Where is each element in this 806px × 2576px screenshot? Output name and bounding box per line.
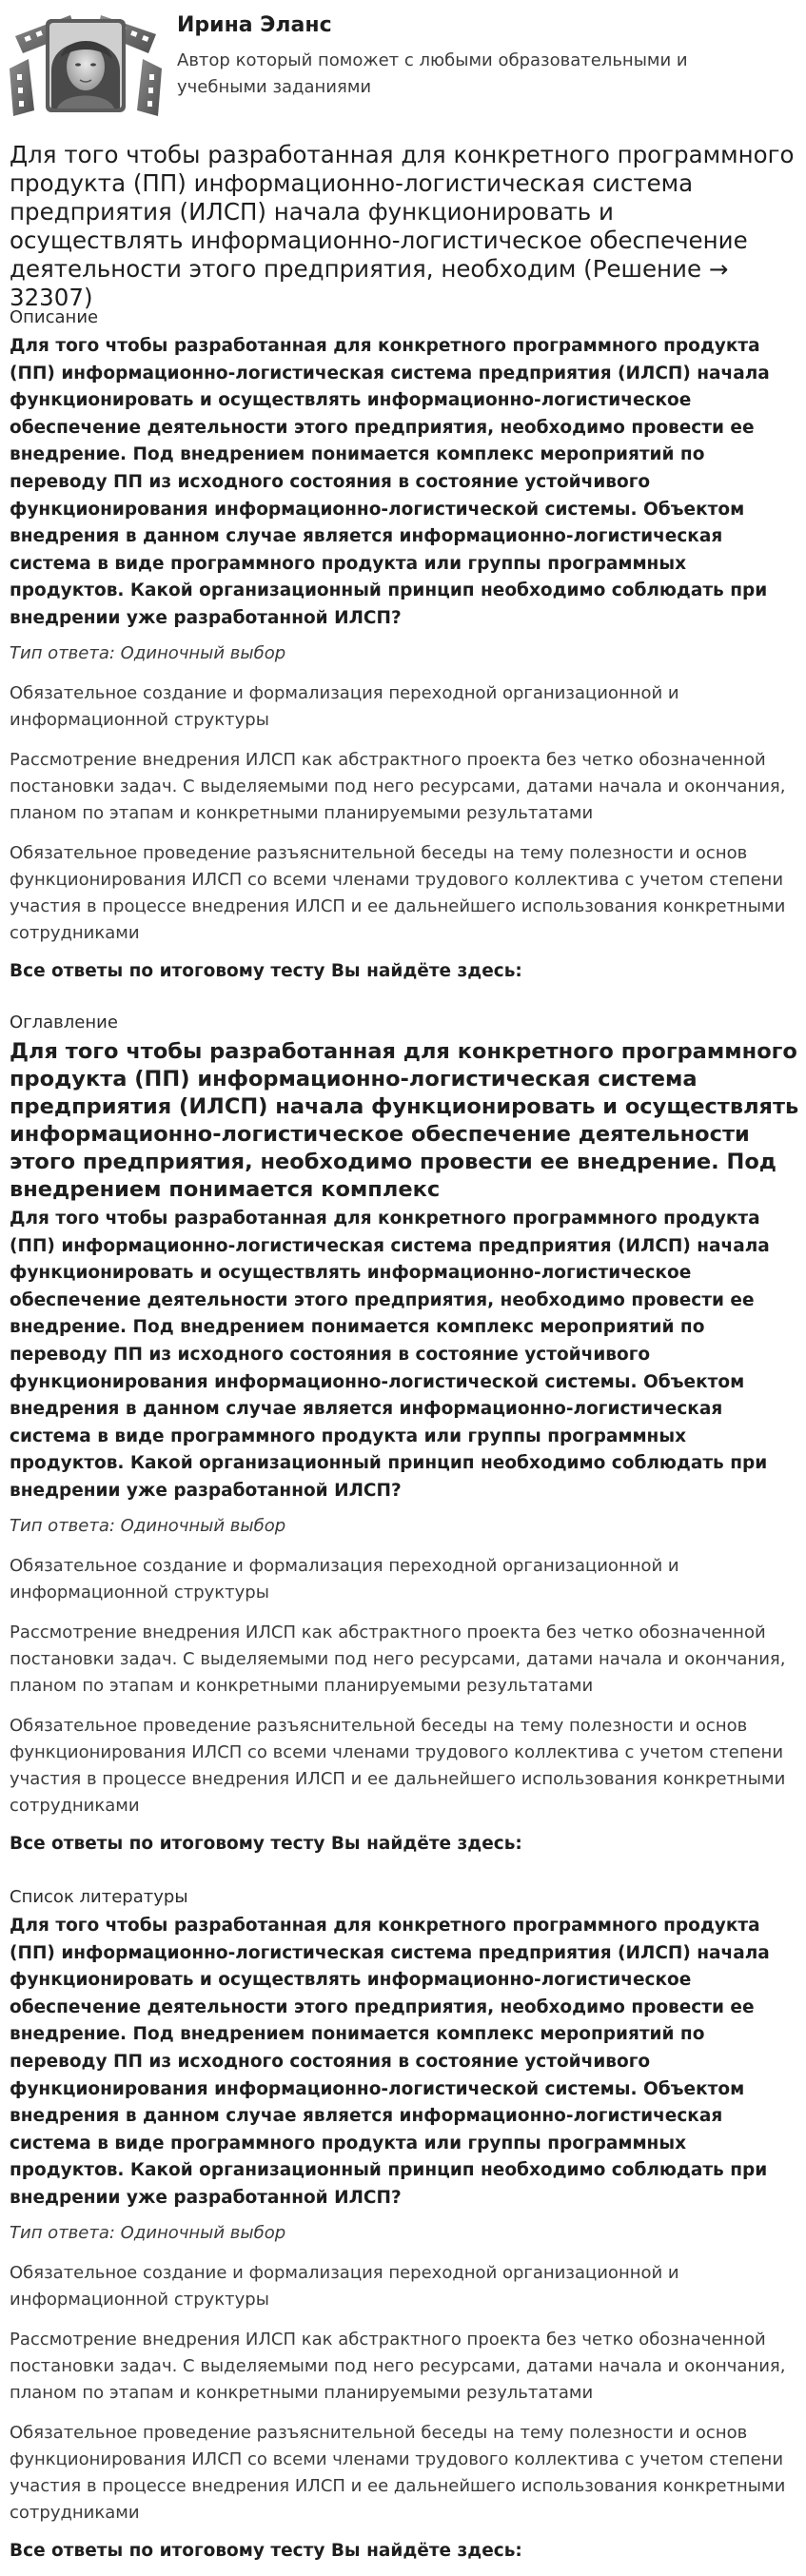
toc-heading: Для того чтобы разработанная для конкретного программного продукта (ПП) информационно-логистическая система предприятия (ИЛСП) начала функционировать и осуществлять информационно-логистическое обеспечение деятельности этого предприятия, необходимо провести ее внедрение. Под внедрением понимается комплекс <box>10 1039 799 1202</box>
references-label: Список литературы <box>10 1887 188 1907</box>
page-title: Для того чтобы разработанная для конкретного программного продукта (ПП) информационно-логистическая система предприятия (ИЛСП) начала функционировать и осуществлять информационно-логистическое обеспечение деятельности этого предприятия, необходим (Решение → 32307) <box>10 141 795 311</box>
toc-section <box>10 1012 799 1856</box>
answer-option: Обязательное создание и формализация переходной организационной и информационной структуры <box>10 682 679 730</box>
answer-option: Обязательное создание и формализация переходной организационной и информационной структуры <box>10 2262 679 2310</box>
question-text: Для того чтобы разработанная для конкретного программного продукта (ПП) информационно-логистическая система предприятия (ИЛСП) начала функционировать и осуществлять информационно-логистическое обеспечение деятельности этого предприятия, необходимо провести ее внедрение. Под внедрением понимается комплекс мероприятий по переводу ПП из исходного состояния в состояние устойчивого функционирования информационно-логистической системы. Объектом внедрения в данном случае является информационно-логистическая система в виде программного продукта или группы программных продуктов. Какой организационный принцип необходимо соблюдать при внедрении уже разработанной ИЛСП? <box>10 336 770 628</box>
all-answers-link[interactable]: Все ответы по итоговому тесту Вы найдёте здесь: <box>10 1833 522 1854</box>
answer-option: Обязательное проведение разъяснительной беседы на тему полезности и основ функционирования ИЛСП со всеми членами трудового коллектива с учетом степени участия в процессе внедрения ИЛСП и ее дальнейшего использования конкретными сотрудниками <box>10 842 786 943</box>
author-description: Автор который поможет с любыми образовательными и учебными заданиями <box>177 50 688 97</box>
description-label: Описание <box>10 307 99 327</box>
answer-option: Рассмотрение внедрения ИЛСП как абстрактного проекта без четко обозначенной постановки задач. С выделяемыми под него ресурсами, датами начала и окончания, планом по этапам и конкретными планируемыми результатами <box>10 1622 786 1696</box>
references-section <box>10 1886 799 2563</box>
answer-option: Обязательное проведение разъяснительной беседы на тему полезности и основ функционирования ИЛСП со всеми членами трудового коллектива с учетом степени участия в процессе внедрения ИЛСП и ее дальнейшего использования конкретными сотрудниками <box>10 1715 786 1816</box>
answer-type: Тип ответа: Одиночный выбор <box>10 2222 286 2243</box>
answer-type: Тип ответа: Одиночный выбор <box>10 1515 286 1536</box>
all-answers-link[interactable]: Все ответы по итоговому тесту Вы найдёте здесь: <box>10 960 522 981</box>
answer-option: Рассмотрение внедрения ИЛСП как абстрактного проекта без четко обозначенной постановки задач. С выделяемыми под него ресурсами, датами начала и окончания, планом по этапам и конкретными планируемыми результатами <box>10 749 786 823</box>
description-section <box>10 306 799 983</box>
all-answers-link[interactable]: Все ответы по итоговому тесту Вы найдёте здесь: <box>10 2540 522 2561</box>
answer-option: Обязательное создание и формализация переходной организационной и информационной структуры <box>10 1555 679 1603</box>
author-name[interactable]: Ирина Эланс <box>177 13 332 37</box>
film-frame-avatar-icon <box>10 13 162 118</box>
question-text: Для того чтобы разработанная для конкретного программного продукта (ПП) информационно-логистическая система предприятия (ИЛСП) начала функционировать и осуществлять информационно-логистическое обеспечение деятельности этого предприятия, необходимо провести ее внедрение. Под внедрением понимается комплекс мероприятий по переводу ПП из исходного состояния в состояние устойчивого функционирования информационно-логистической системы. Объектом внедрения в данном случае является информационно-логистическая система в виде программного продукта или группы программных продуктов. Какой организационный принцип необходимо соблюдать при внедрении уже разработанной ИЛСП? <box>10 1916 770 2208</box>
avatar[interactable] <box>10 13 162 118</box>
question-text: Для того чтобы разработанная для конкретного программного продукта (ПП) информационно-логистическая система предприятия (ИЛСП) начала функционировать и осуществлять информационно-логистическое обеспечение деятельности этого предприятия, необходимо провести ее внедрение. Под внедрением понимается комплекс мероприятий по переводу ПП из исходного состояния в состояние устойчивого функционирования информационно-логистической системы. Объектом внедрения в данном случае является информационно-логистическая система в виде программного продукта или группы программных продуктов. Какой организационный принцип необходимо соблюдать при внедрении уже разработанной ИЛСП? <box>10 1209 770 1501</box>
answer-option: Рассмотрение внедрения ИЛСП как абстрактного проекта без четко обозначенной постановки задач. С выделяемыми под него ресурсами, датами начала и окончания, планом по этапам и конкретными планируемыми результатами <box>10 2329 786 2403</box>
author-header <box>0 0 806 133</box>
answer-type: Тип ответа: Одиночный выбор <box>10 642 286 663</box>
answer-option: Обязательное проведение разъяснительной беседы на тему полезности и основ функционирования ИЛСП со всеми членами трудового коллектива с учетом степени участия в процессе внедрения ИЛСП и ее дальнейшего использования конкретными сотрудниками <box>10 2422 786 2523</box>
toc-label: Оглавление <box>10 1013 118 1032</box>
